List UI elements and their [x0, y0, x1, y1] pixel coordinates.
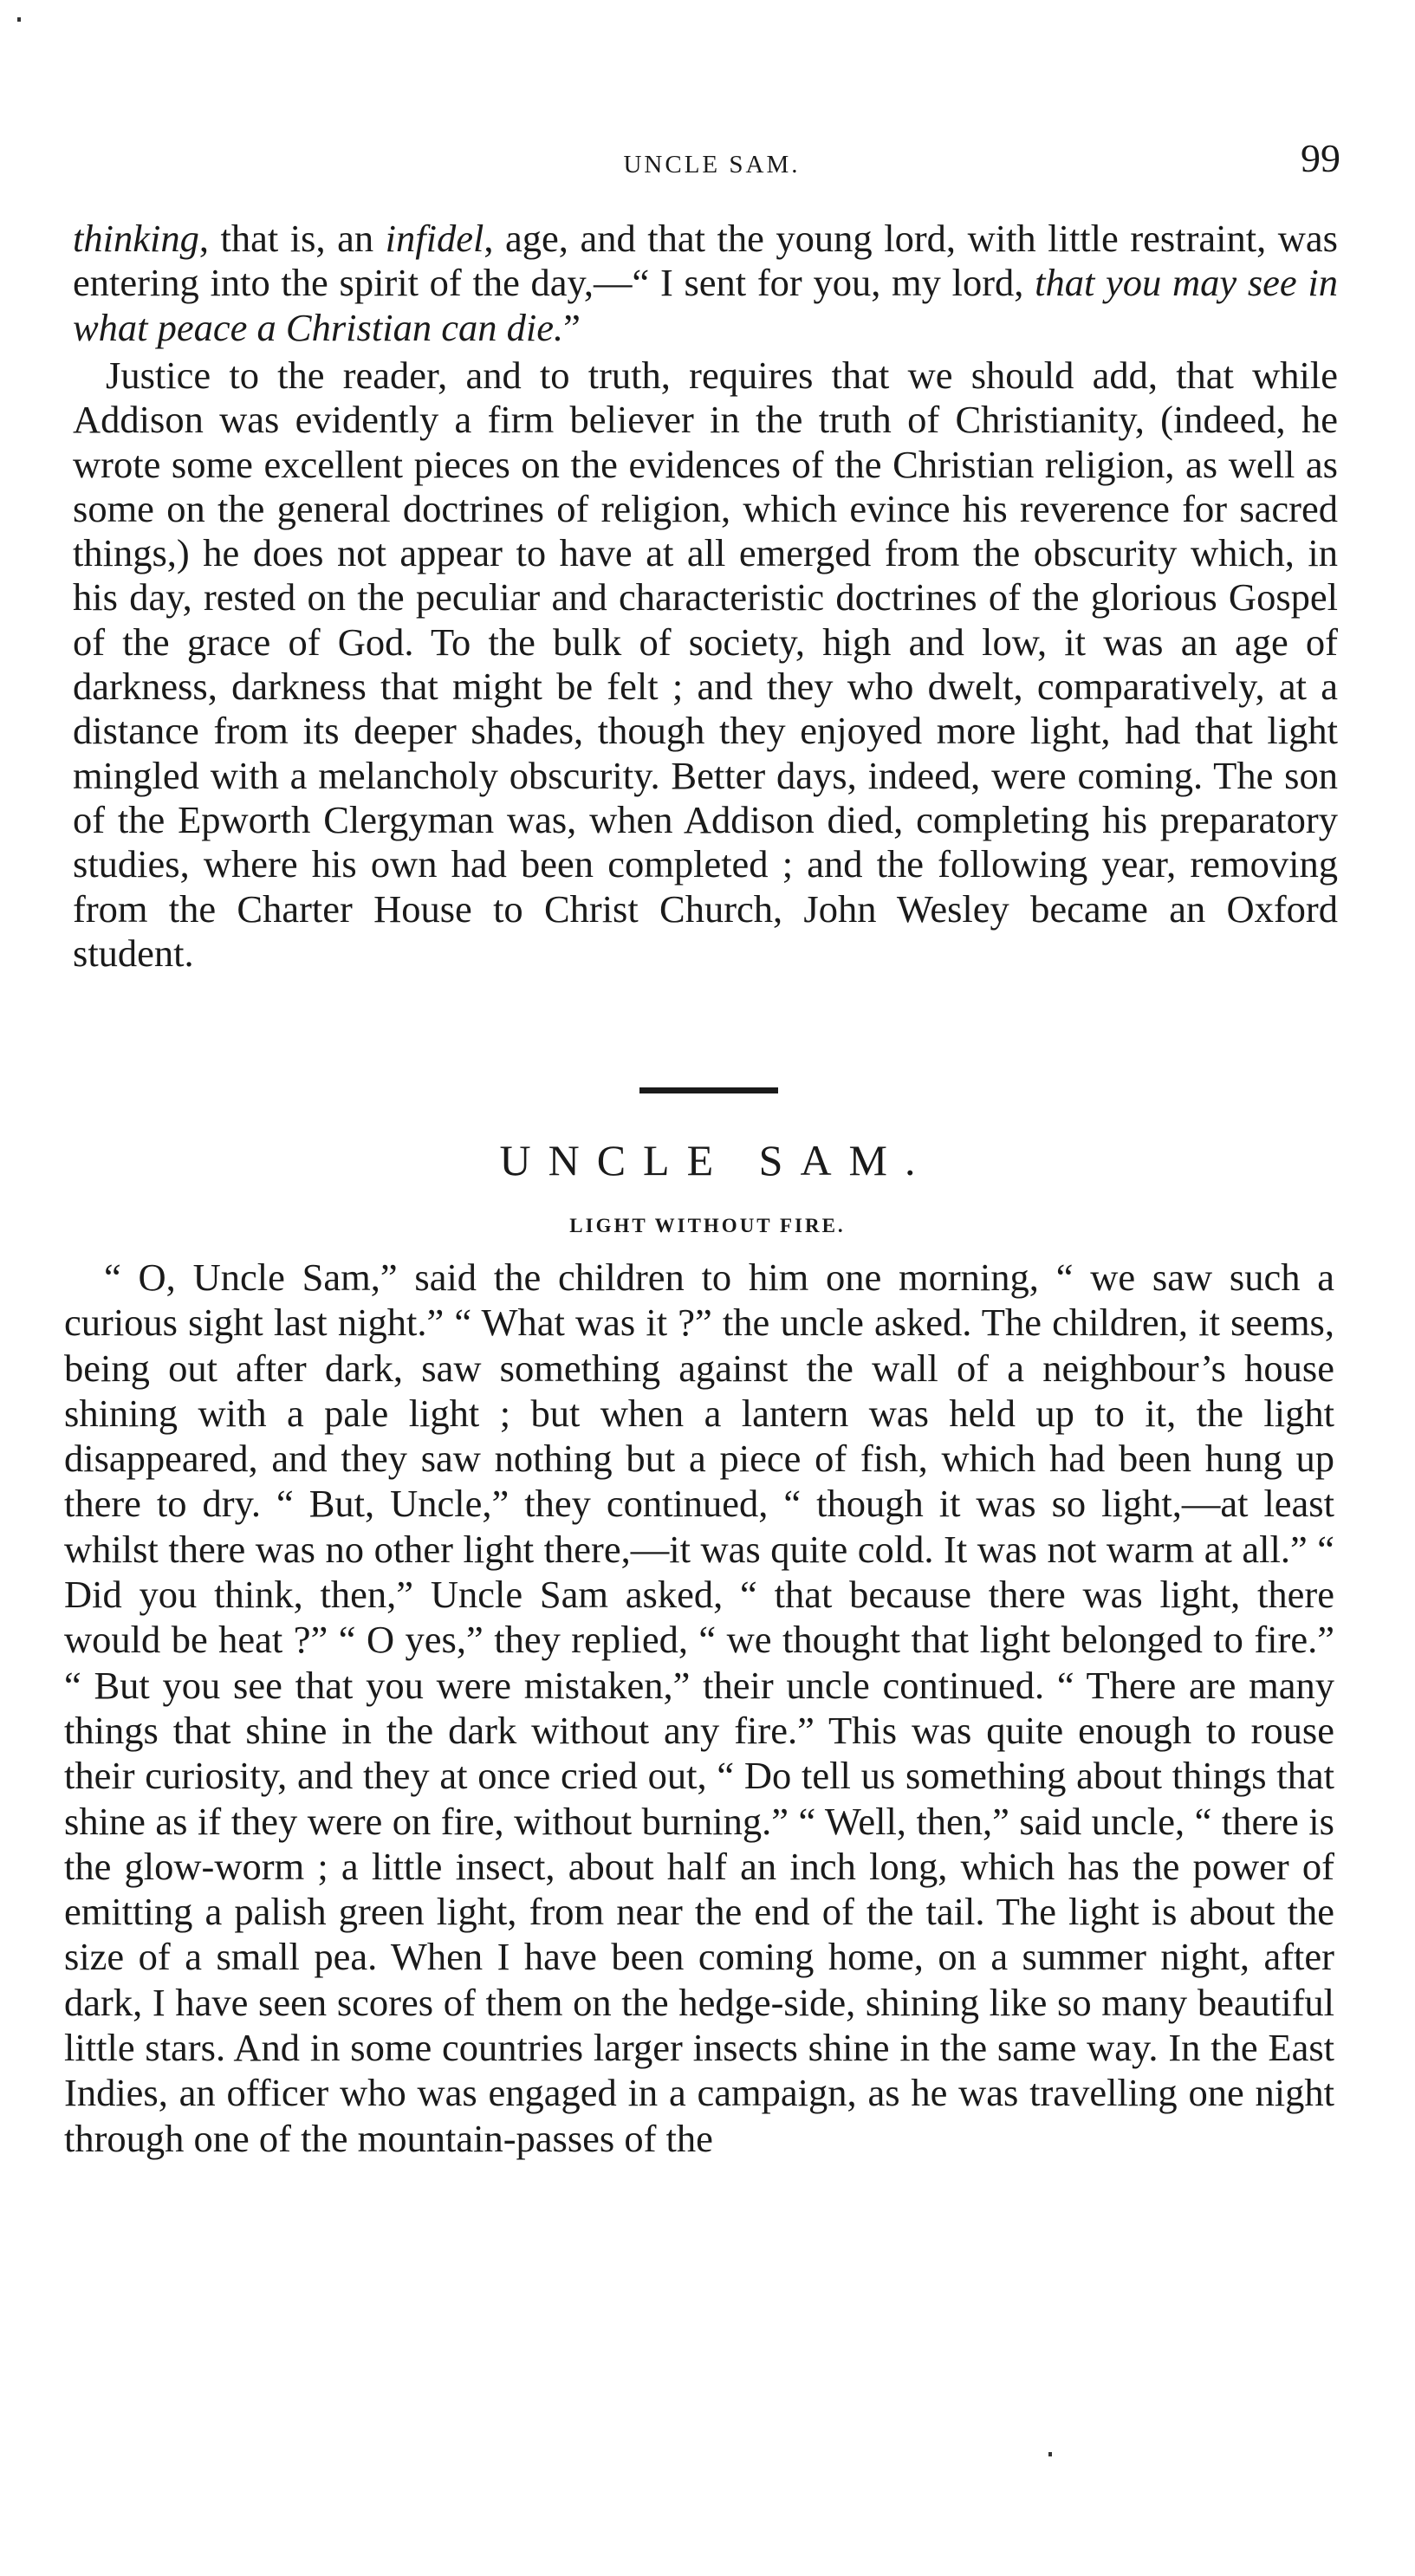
- text-run: , age, and that the young lord, with little restraint, was entering into the spirit of the day,—“ I sent for you, my lord,: [73, 217, 1338, 305]
- paragraph-continuation: [73, 217, 1338, 350]
- section-divider: [639, 1087, 778, 1093]
- emphasis-infidel: infidel: [385, 217, 484, 260]
- section-subtitle: LIGHT WITHOUT FIRE.: [569, 1215, 846, 1236]
- paragraph-uncle-sam: [64, 1255, 1334, 2161]
- page-number: 99: [1301, 136, 1340, 180]
- section-title: UNCLE SAM.: [499, 1136, 933, 1184]
- text-run: , that is, an: [198, 217, 386, 260]
- paragraph-justice: [73, 354, 1338, 976]
- paragraph-text: Justice to the reader, and to truth, requires that we should add, that while Addison was evidently a firm believer in the truth of Christianity, (indeed, he wrote some excellent pieces on the evidences of the Christian religion, as well as some on the general doctrines of religion, which evince his reverence for sacred things,) he does not appear to have at all emerged from the obscurity which, in his day, rested on the peculiar and characteristic doctrines of the glorious Gospel of the grace of God. To the bulk of society, high and low, it was an age of darkness, darkness that might be felt ; and they who dwelt, comparatively, at a distance from its deeper shades, though they enjoyed more light, had that light mingled with a melancholy obscurity. Better days, indeed, were coming. The son of the Epworth Clergyman was, when Addison died, completing his preparatory studies, where his own had been completed ; and the following year, removing from the Charter House to Christ Church, John Wesley became an Oxford student.: [73, 354, 1338, 975]
- scan-speck: [17, 17, 21, 22]
- emphasis-thinking: thinking: [73, 217, 199, 260]
- text-run: ”: [563, 305, 581, 349]
- emphasis-quote: that you may see in what peace a Christian can die.: [73, 261, 1338, 349]
- scan-speck: [1048, 2452, 1052, 2456]
- page-header: [83, 135, 1340, 187]
- running-title: UNCLE SAM.: [623, 151, 801, 178]
- paragraph-text: “ O, Uncle Sam,” said the children to him one morning, “ we saw such a curious sight last night.” “ What was it ?” the uncle asked. The children, it seems, being out after dark, saw something against the wall of a neighbour’s house shining with a pale light ; but when a lantern was held up to it, the light disappeared, and they saw nothing but a piece of fish, which had been hung up there to dry. “ But, Uncle,” they continued, “ though it was so light,—at least whilst there was no other light there,—it was quite cold. It was not warm at all.” “ Did you think, then,” Uncle Sam asked, “ that because there was light, there would be heat ?” “ O yes,” they replied, “ we thought that light belonged to fire.” “ But you see that you were mistaken,” their uncle continued. “ There are many things that shine in the dark without any fire.” This was quite enough to rouse their curiosity, and they at once cried out, “ Do tell us something about things that shine as if they were on fire, without burning.” “ Well, then,” said uncle, “ there is the glow-worm ; a little insect, about half an inch long, which has the power of emitting a palish green light, from near the end of the tail. The light is about the size of a small pea. When I have been coming home, on a summer night, after dark, I have seen scores of them on the hedge-side, shining like so many beautiful little stars. And in some countries larger insects shine in the same way. In the East Indies, an officer who was engaged in a campaign, as he was travelling one night through one of the mountain-passes of the: [64, 1256, 1334, 2160]
